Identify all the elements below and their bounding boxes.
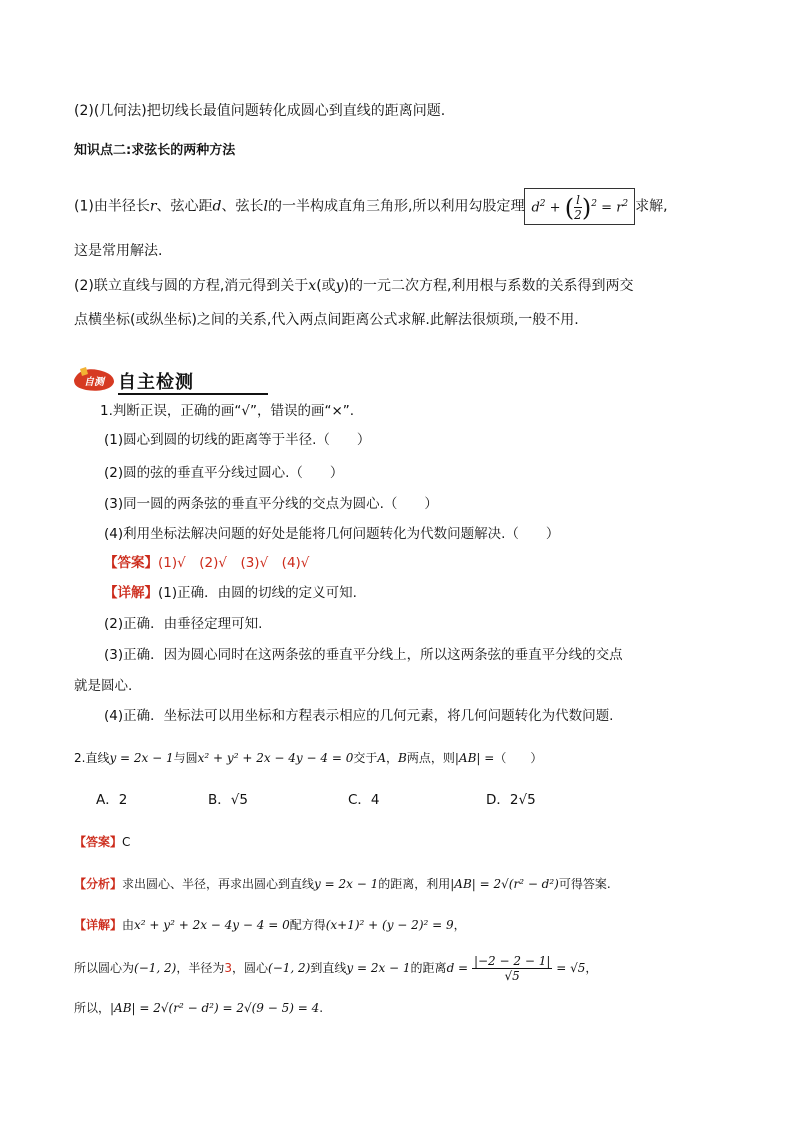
- q1-detail-3b: 就是圆心.: [74, 678, 133, 694]
- q2-option-c: C．4: [348, 792, 380, 808]
- q1-detail-4: (4)正确．坐标法可以用坐标和方程表示相应的几何元素，将几何问题转化为代数问题.: [104, 708, 614, 724]
- q1-detail-3a: (3)正确．因为圆心同时在这两条弦的垂直平分线上，所以这两条弦的垂直平分线的交点: [104, 647, 623, 663]
- q2-options: [96, 788, 696, 808]
- q1-answer: 【答案】(1)√ (2)√ (3)√ (4)√: [104, 555, 310, 571]
- q1-item-2: (2)圆的弦的垂直平分线过圆心.（ ）: [104, 465, 344, 481]
- q2-option-b: B．√5: [208, 792, 248, 808]
- method-2-line-1: (2)联立直线与圆的方程,消元得到关于x(或y)的一元二次方程,利用根与系数的关系得到两交: [74, 278, 634, 294]
- q1-item-3: (3)同一圆的两条弦的垂直平分线的交点为圆心.（ ）: [104, 496, 438, 512]
- pythagorean-formula-box: $d^2$ + ( $\frac{l}{2}$ )$^2 = r^2$: [524, 188, 635, 225]
- self-check-logo-icon: [72, 366, 116, 394]
- paragraph-geometric-method: (2)(几何法)把切线长最值问题转化成圆心到直线的距离问题.: [74, 103, 446, 119]
- q2-option-d: D．2√5: [486, 792, 536, 808]
- method-1-line-1: (1)由半径长r、弦心距d、弦长l的一半构成直角三角形,所以利用勾股定理 $d^2$ + ( $\frac{l}{2}$ )$^2 = r^2$ 求解,: [74, 188, 668, 225]
- q2-stem: 2.直线y = 2x − 1与圆x² + y² + 2x − 4y − 4 = 0交于A，B两点，则|AB| =（ ）: [74, 751, 543, 765]
- q2-answer: 【答案】C: [74, 835, 131, 849]
- q2-detail-1: 【详解】由x² + y² + 2x − 4y − 4 = 0配方得(x+1)² + (y − 2)² = 9，: [74, 918, 466, 932]
- q2-detail-3: 所以，|AB| = 2√(r² − d²) = 2√(9 − 5) = 4.: [74, 1001, 324, 1015]
- self-check-underline: [118, 393, 268, 395]
- q1-item-1: (1)圆心到圆的切线的距离等于半径.（ ）: [104, 432, 371, 448]
- self-check-heading: [72, 366, 272, 396]
- section-heading-chord-length: 知识点二:求弦长的两种方法: [74, 143, 236, 158]
- q2-detail-2: 所以圆心为(−1, 2)，半径为3，圆心(−1, 2)到直线y = 2x − 1的距离d = $\frac{|-2 - 2 - 1|}{√5}$ = √5，: [74, 954, 598, 983]
- method-1-line-2: 这是常用解法.: [74, 243, 163, 259]
- q1-stem: 1.判断正误，正确的画“√”，错误的画“×”.: [100, 403, 355, 419]
- q2-analysis: 【分析】求出圆心、半径，再求出圆心到直线y = 2x − 1的距离，利用|AB| = 2√(r² − d²)可得答案.: [74, 877, 611, 891]
- q2-option-a: A．2: [96, 792, 128, 808]
- distance-fraction: $\frac{|-2 - 2 - 1|}{√5}$: [473, 954, 551, 983]
- method-2-line-2: 点横坐标(或纵坐标)之间的关系,代入两点间距离公式求解.此解法很烦琐,一般不用.: [74, 312, 579, 328]
- q1-detail-1: 【详解】(1)正确．由圆的切线的定义可知.: [104, 585, 357, 601]
- q1-item-4: (4)利用坐标法解决问题的好处是能将几何问题转化为代数问题解决.（ ）: [104, 526, 560, 542]
- q1-detail-2: (2)正确．由垂径定理可知.: [104, 616, 263, 632]
- svg-text:自测: 自测: [84, 377, 104, 388]
- self-check-title: 自主检测: [118, 372, 194, 393]
